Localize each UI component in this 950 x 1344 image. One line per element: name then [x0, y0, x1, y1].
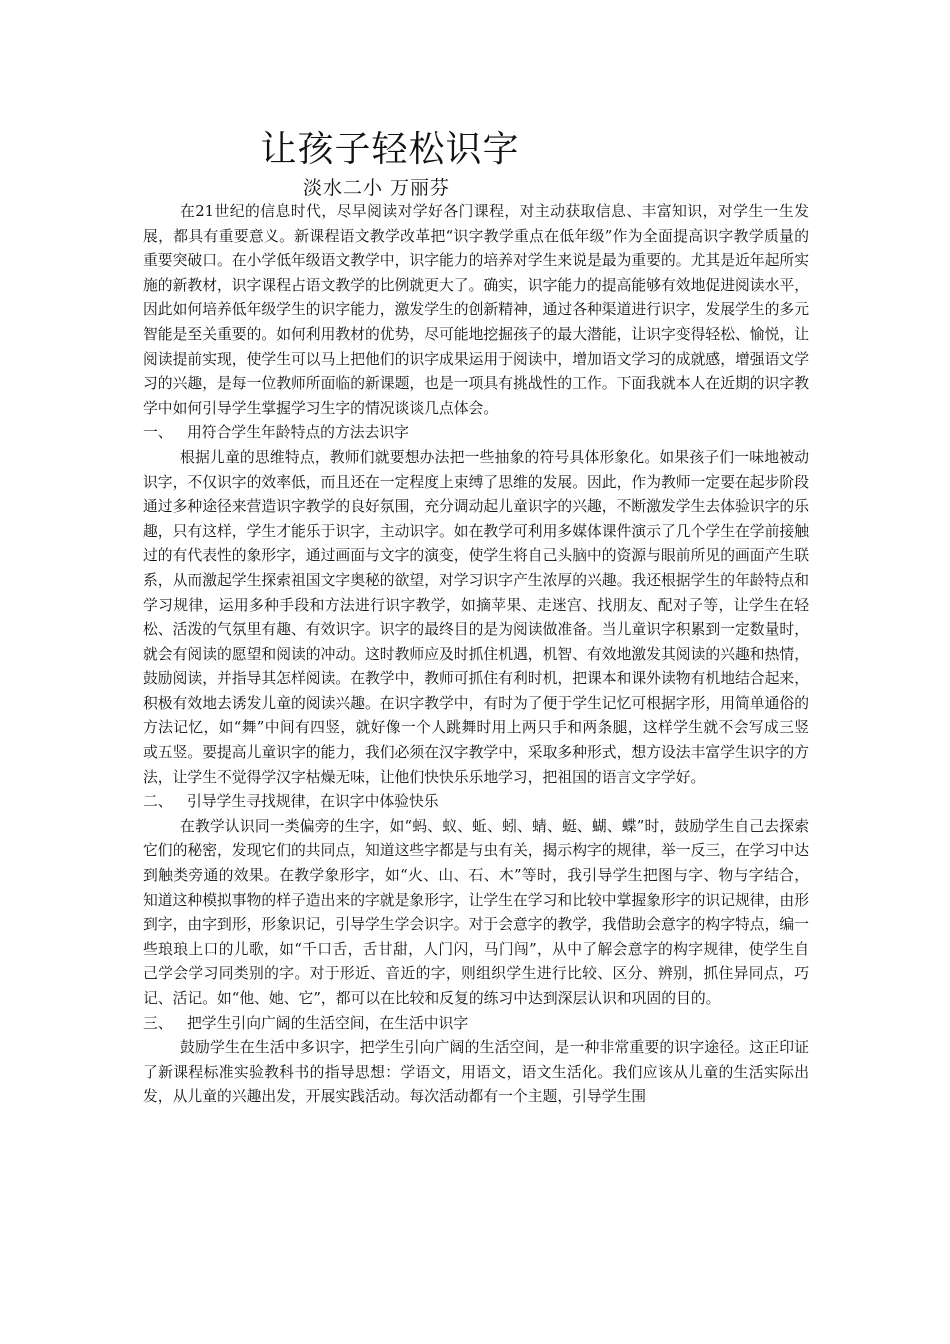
section-heading-3 [143, 1012, 809, 1037]
intro-paragraph: 在21世纪的信息时代，尽早阅读对学好各门课程，对主动获取信息、丰富知识，对学生一生发展，都具有重要意义。新课程语文教学改革把“识字教学重点在低年级”作为全面提高识字教学质量的重要突破口。在小学低年级语文教学中，识字能力的培养对学生来说是最为重要的。尤其是近年起所实施的新教材，识字课程占语文教学的比例就更大了。确实，识字能力的提高能够有效地促进阅读水平，因此如何培养低年级学生的识字能力，激发学生的创新精神，通过各种渠道进行识字，发展学生的多元智能是至关重要的。如何利用教材的优势，尽可能地挖掘孩子的最大潜能，让识字变得轻松、愉悦，让阅读提前实现，使学生可以马上把他们的识字成果运用于阅读中，增加语文学习的成就感，增强语文学习的兴趣，是每一位教师所面临的新课题，也是一项具有挑战性的工作。下面我就本人在近期的识字教学中如何引导学生掌握学习生字的情况谈谈几点体会。 [143, 203, 809, 417]
document-author: 淡水二小 万丽芬 [303, 177, 451, 199]
section-heading-1 [143, 421, 809, 446]
section-title-1: 用符合学生年龄特点的方法去识字 [187, 424, 409, 442]
section-paragraph-3: 鼓励学生在生活中多识字，把学生引向广阔的生活空间，是一种非常重要的识字途径。这正印证了新课程标准实验教科书的指导思想：学语文，用语文，语文生活化。我们应该从儿童的生活实际出发，从儿童的兴趣出发，开展实践活动。每次活动都有一个主题，引导学生围 [143, 1039, 809, 1106]
document-title: 让孩子轻松识字 [260, 129, 520, 170]
document-body [143, 200, 809, 1110]
section-title-2: 引导学生寻找规律，在识字中体验快乐 [187, 793, 439, 811]
section-number-3: 三、 [143, 1014, 173, 1032]
section-number-1: 一、 [143, 424, 173, 442]
section-paragraph-2: 在教学认识同一类偏旁的生字，如“蚂、蚁、蚯、蚓、蜻、蜓、蝴、蝶”时，鼓励学生自己去探索它们的秘密，发现它们的共同点，知道这些字都是与虫有关，揭示构字的规律，举一反三，在学习中达到触类旁通的效果。在教学象形字，如“火、山、石、木”等时，我引导学生把图与字、物与字结合，知道这种模拟事物的样子造出来的字就是象形字，让学生在学习和比较中掌握象形字的识记规律，由形到字，由字到形，形象识记，引导学生学会识字。对于会意字的教学，我借助会意字的构字特点，编一些琅琅上口的儿歌，如“千口舌，舌甘甜，人门闪，马门闯”，从中了解会意字的构字规律，使学生自己学会学习同类别的字。对于形近、音近的字，则组织学生进行比较、区分、辨别，抓住异同点，巧记、活记。如“他、她、它”，都可以在比较和反复的练习中达到深层认识和巩固的目的。 [143, 817, 809, 1007]
section-title-3: 把学生引向广阔的生活空间，在生活中识字 [187, 1014, 469, 1032]
section-heading-2 [143, 790, 809, 815]
section-number-2: 二、 [143, 793, 173, 811]
section-paragraph-1: 根据儿童的思维特点，教师们就要想办法把一些抽象的符号具体形象化。如果孩子们一味地被动识字，不仅识字的效率低，而且还在一定程度上束缚了思维的发展。因此，作为教师一定要在起步阶段通过多种途径来营造识字教学的良好氛围，充分调动起儿童识字的兴趣，不断激发学生去体验识字的乐趣，只有这样，学生才能乐于识字，主动识字。如在教学可利用多媒体课件演示了几个学生在学前接触过的有代表性的象形字，通过画面与文字的演变，使学生将自己头脑中的资源与眼前所见的画面产生联系，从而激起学生探索祖国文字奥秘的欲望，对学习识字产生浓厚的兴趣。我还根据学生的年龄特点和学习规律，运用多种手段和方法进行识字教学，如摘苹果、走迷宫、找朋友、配对子等，让学生在轻松、活泼的气氛里有趣、有效识字。识字的最终目的是为阅读做准备。当儿童识字积累到一定数量时，就会有阅读的愿望和阅读的冲动。这时教师应及时抓住机遇，机智、有效地激发其阅读的兴趣和热情，鼓励阅读，并指导其怎样阅读。在教学中，教师可抓住有利时机，把课本和课外读物有机地结合起来，积极有效地去诱发儿童的阅读兴趣。在识字教学中，有时为了便于学生记忆可根据字形，用简单通俗的方法记忆，如“舞”中间有四竖，就好像一个人跳舞时用上两只手和两条腿，这样学生就不会写成三竖或五竖。要提高儿童识字的能力，我们必须在汉字教学中，采取多种形式，想方设法丰富学生识字的方法，让学生不觉得学汉字枯燥无味，让他们快快乐乐地学习，把祖国的语言文字学好。 [143, 448, 809, 786]
